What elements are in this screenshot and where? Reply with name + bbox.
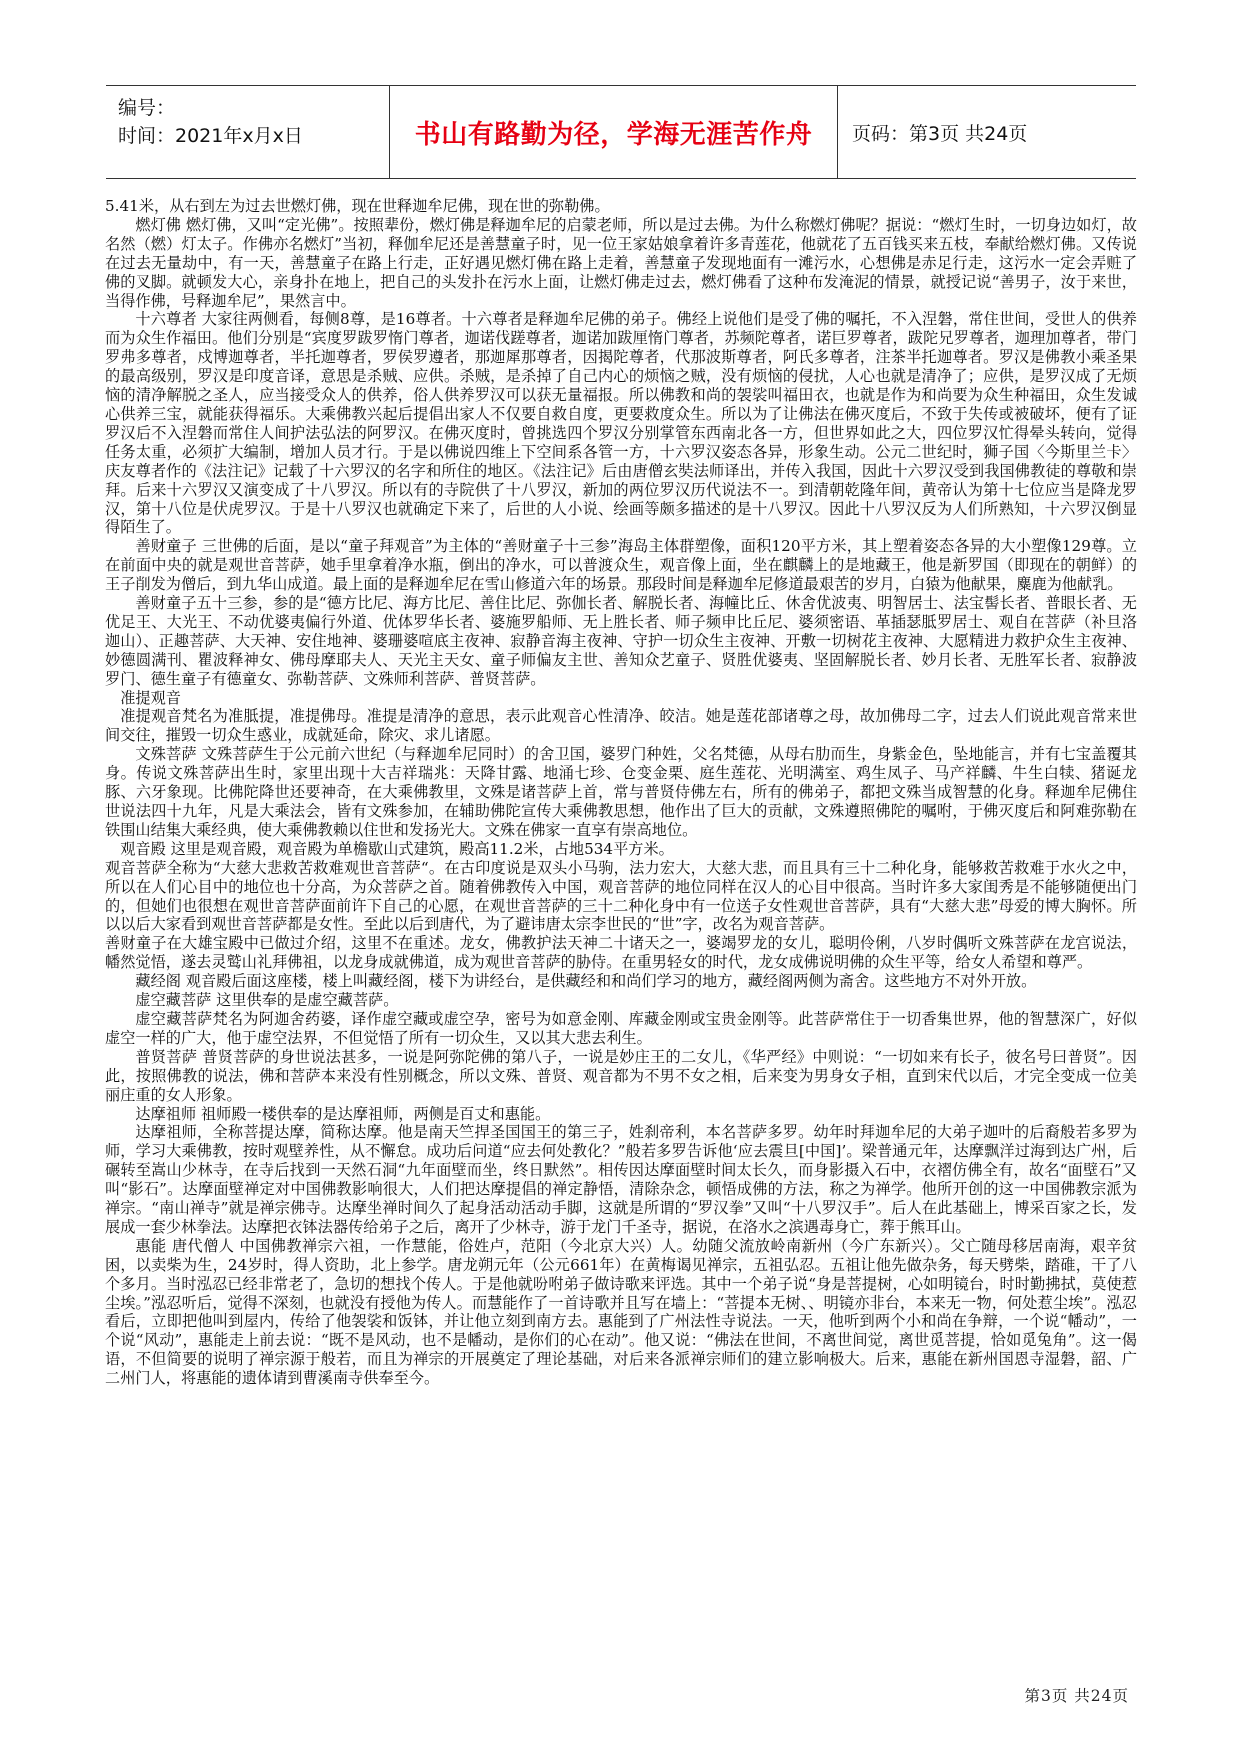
- paragraph: 藏经阁 观音殿后面这座楼，楼上叫藏经阁，楼下为讲经台，是供藏经和和尚们学习的地方，藏经阁两侧为斋舍。这些地方不对外开放。: [135, 972, 1037, 991]
- paragraph: 虚空藏菩萨梵名为阿迦舍药婆，译作虚空藏或虚空孕，密号为如意金刚、库藏金刚或宝贵金刚等。此菩萨常住于一切香集世界，他的智慧深广，好似虚空一样的广大，他于虚空法界，不但觉悟了所有一切众生，又以其大悲去利生。: [105, 1009, 1137, 1047]
- page-footer: 第3页 共24页: [1024, 1687, 1129, 1705]
- paragraph: 准提观音梵名为准胝提，准提佛母。准提是清净的意思，表示此观音心性清净、皎洁。她是莲花部诸尊之母，故加佛母二字，过去人们说此观音常来世间交往，摧毁一切众生惑业，成就延命，除灾、求儿诸愿。: [105, 707, 1137, 745]
- paragraph: 达摩祖师 祖师殿一楼供奉的是达摩祖师，两侧是百丈和惠能。: [135, 1104, 551, 1123]
- header-motto: 书山有路勤为径，学海无涯苦作舟: [390, 86, 838, 178]
- paragraph: 善财童子在大雄宝殿中已做过介绍，这里不在重述。龙女，佛教护法天神二十诸天之一，婆竭罗龙的女儿，聪明伶俐，八岁时偶听文殊菩萨在龙宫说法，幡然觉悟，遂去灵鹫山礼拜佛祖，以龙身成就佛道，成为观世音菩萨的胁侍。在重男轻女的时代，龙女成佛说明佛的众生平等，给女人希望和尊严。: [105, 934, 1137, 972]
- document-time: 时间：2021年x月x日: [118, 125, 303, 147]
- paragraph: 虚空藏菩萨 这里供奉的是虚空藏菩萨。: [135, 991, 399, 1010]
- document-body: [105, 197, 1137, 1629]
- paragraph: 普贤菩萨 普贤菩萨的身世说法甚多，一说是阿弥陀佛的第八子，一说是妙庄王的二女儿，《华严经》中则说：“一切如来有长子，彼名号曰普贤”。因此，按照佛教的说法，佛和菩萨本来没有性别概念，所以文殊、普贤、观音都为不男不女之相，后来变为男身女子相，直到宋代以后，才完全变成一位美丽庄重的女人形象。: [105, 1047, 1137, 1104]
- section-heading: 准提观音: [120, 688, 181, 707]
- paragraph: 十六尊者 大家往两侧看，每侧8尊，是16尊者。十六尊者是释迦牟尼佛的弟子。佛经上说他们是受了佛的嘱托，不入涅磐，常住世间，受世人的供养而为众生作福田。他们分别是“宾度罗跋罗惰门尊者，迦诺伐蹉尊者，迦诺加跋厘惰门尊者，苏频陀尊者，诺巨罗尊者，跋陀兄罗尊者，迦理加尊者，带门罗弗多尊者，戍博迦尊者，半托迦尊者，罗侯罗遵者，那迦犀那尊者，因揭陀尊者，代那波斯尊者，阿氏多尊者，注茶半托迦尊者。罗汉是佛教小乘圣果的最高级别，罗汉是印度音译，意思是杀贼、应供。杀贼，是杀掉了自己内心的烦恼之贼，没有烦恼的侵扰，人心也就是清净了；应供，是罗汉成了无烦恼的清净解脱之圣人，应当接受众人的供养，俗人供养罗汉可以获无量福报。所以佛教和尚的袈裟叫福田衣，也就是作为和尚要为众生种福田，众生发诚心供养三宝，就能获得福乐。大乘佛教兴起后提倡出家人不仅要自救自度，更要救度众生。所以为了让佛法在佛灭度后，不致于失传或被破坏，便有了证罗汉后不入涅磐而常住人间护法弘法的阿罗汉。在佛灭度时，曾挑选四个罗汉分别掌管东西南北各一方，但世界如此之大，四位罗汉忙得晕头转向，觉得任务太重，必须扩大编制，增加人员才行。于是以佛说四维上下空间系各管一方，十六罗汉姿态各异，形象生动。公元二世纪时，狮子国〈今斯里兰卡〉庆友尊者作的《法注记》记载了十六罗汉的名字和所住的地区。《法注记》后由唐僧玄奘法师译出，并传入我国，因此十六罗汉受到我国佛教徒的尊敬和崇拜。后来十六罗汉又演变成了十八罗汉。所以有的寺院供了十八罗汉，新加的两位罗汉历代说法不一。到清朝乾隆年间，黄帝认为第十七位应当是降龙罗汉，第十八位是伏虎罗汉。于是十八罗汉也就确定下来了，后世的人小说、绘画等颇多描述的是十八罗汉。因此十八罗汉反为人们所熟知，十六罗汉倒显得陌生了。: [105, 310, 1137, 537]
- paragraph: 燃灯佛 燃灯佛，又叫“定光佛”。按照辈份，燃灯佛是释迦牟尼的启蒙老师，所以是过去佛。为什么称燃灯佛呢？据说：“燃灯生时，一切身边如灯，故名然（燃）灯太子。作佛亦名燃灯”当初，释伽牟尼还是善慧童子时，见一位王家姑娘拿着许多青莲花，他就花了五百钱买来五枝，奉献给燃灯佛。又传说在过去无量劫中，有一天，善慧童子在路上行走，正好遇见燃灯佛在路上走着，善慧童子发现地面有一滩污水，心想佛是赤足行走，这污水一定会弄赃了佛的叉脚。就顿发大心，亲身扑在地上，把自己的头发扑在污水上面，让燃灯佛走过去，燃灯佛看了这种布发淹泥的情景，就授记说“善男子，汝于来世，当得作佛，号释迦牟尼”，果然言中。: [105, 215, 1137, 310]
- document-number-label: 编号：: [118, 97, 176, 119]
- header-meta: [106, 86, 390, 178]
- paragraph: 善财童子五十三参，参的是“德方比尼、海方比尼、善住比尼、弥伽长者、解脱长者、海幢比丘、休舍优波夷、明智居士、法宝髻长者、普眼长者、无优足王、大光王、不动优婆夷偏行外道、优体罗华长者、婆施罗船师、无上胜长者、师子频申比丘尼、婆须密语、革插瑟胝罗居士、观自在菩萨（补旦洛迦山）、正趣菩萨、大天神、安住地神、婆珊婆喧底主夜神、寂静音海主夜神、守护一切众生主夜神、开敷一切树花主夜神、大愿精进力救护众生主夜神、妙德圆满刊、瞿波释神女、佛母摩耶夫人、天光主天女、童子师偏友主世、善知众艺童子、贤胜优婆夷、坚固解脱长者、妙月长者、无胜军长者、寂静波罗门、德生童子有德童女、弥勒菩萨、文殊师利菩萨、普贤菩萨。: [105, 594, 1137, 688]
- paragraph: 观音菩萨全称为“大慈大悲救苦救难观世音菩萨“。在古印度说是双头小马驹，法力宏大，大慈大悲，而且具有三十二种化身，能够救苦救难于水火之中，所以在人们心目中的地位也十分高，为众菩萨之首。随着佛教传入中国，观音菩萨的地位同样在汉人的心目中很高。当时许多大家闺秀是不能够随便出门的，但她们也很想在观世音菩萨面前许下自己的心愿，在观世音菩萨的三十二种化身中有一位送子女性观世音菩萨，具有“大慈大悲”母爱的博大胸怀。所以以后大家看到观世音菩萨都是女性。至此以后到唐代，为了避讳唐太宗李世民的“世”字，改名为观音菩萨。: [105, 858, 1137, 934]
- page-header: [106, 85, 1136, 179]
- paragraph: 文殊菩萨 文殊菩萨生于公元前六世纪（与释迦牟尼同时）的舍卫国，婆罗门种姓，父名梵德，从母右肋而生，身紫金色，坠地能言，并有七宝盖覆其身。传说文殊菩萨出生时，家里出现十大吉祥瑞兆：天降甘露、地涌七珍、仓变金栗、庭生莲花、光明满室、鸡生凤子、马产祥麟、牛生白犊、猪诞龙豚、六牙象现。比佛陀降世还要神奇，在大乘佛教里，文殊是诸菩萨上首，常与普贤侍佛左右，所有的佛弟子，都把文殊当成智慧的化身。释迦牟尼佛住世说法四十九年，凡是大乘法会，皆有文殊参加，在辅助佛陀宣传大乘佛教思想，他作出了巨大的贡献，文殊遵照佛陀的嘱咐，于佛灭度后和阿难弥勒在铁围山结集大乘经典，使大乘佛教赖以住世和发扬光大。文殊在佛家一直享有崇高地位。: [105, 745, 1137, 839]
- header-page-info: 页码：第3页 共24页: [852, 122, 1028, 145]
- paragraph: 达摩祖师，全称菩提达摩，简称达摩。他是南天竺捍圣国国王的第三子，姓刹帝利，本名菩萨多罗。幼年时拜迦牟尼的大弟子迦叶的后裔般若多罗为师，学习大乘佛教，按时观壁养性，从不懈怠。成功后问道“应去何处教化？”般若多罗告诉他‘应去震旦[中国]’。梁普通元年，达摩飘洋过海到达广州，后碾转至嵩山少林寺，在寺后找到一天然石洞“九年面壁而坐，终日默然”。相传因达摩面壁时间太长久，而身影摄入石中，衣褶仿佛全有，故名“面壁石”又叫“影石”。达摩面壁禅定对中国佛教影响很大，人们把达摩提倡的禅定静悟，清除杂念，顿悟成佛的方法，称之为禅学。他所开创的这一中国佛教宗派为禅宗。“南山禅寺”就是禅宗佛寺。达摩坐禅时间久了起身活动活动手脚，这就是所谓的“罗汉拳”又叫“十八罗汉手”。后人在此基础上，博采百家之长，发展成一套少林拳法。达摩把衣钵法器传给弟子之后，离开了少林寺，游于龙门千圣寺，据说，在洛水之滨遇毒身亡，葬于熊耳山。: [105, 1123, 1137, 1236]
- paragraph: 观音殿 这里是观音殿，观音殿为单檐歇山式建筑，殿高11.2米，占地534平方米。: [120, 839, 674, 858]
- paragraph: 5.41米，从右到左为过去世燃灯佛，现在世释迦牟尼佛，现在世的弥勒佛。: [105, 197, 610, 215]
- paragraph: 惠能 唐代僧人 中国佛教禅宗六祖，一作慧能，俗姓卢，范阳（今北京大兴）人。幼随父流放岭南新州（今广东新兴）。父亡随母移居南海，艰辛贫困，以卖柴为生，24岁时，得人资助，北上参学。唐龙朔元年（公元661年）在黄梅谒见禅宗，五祖弘忍。五祖让他先做杂务，每天劈柴，踏碓，干了八个多月。当时泓忍已经非常老了，急切的想找个传人。于是他就吩咐弟子做诗歌来评选。其中一个弟子说“身是菩提树，心如明镜台，时时勤拂拭，莫使惹尘埃。”泓忍听后，觉得不深刻，也就没有授他为传人。而慧能作了一首诗歌并且写在墙上：“菩提本无树、、明镜亦非台，本来无一物，何处惹尘埃”。泓忍看后，立即把他叫到屋内，传给了他袈裟和饭钵，并让他立刻到南方去。惠能到了广州法性寺说法。一天，他听到两个小和尚在争辩，一个说“幡动”，一个说“风动”，惠能走上前去说：“既不是风动，也不是幡动，是你们的心在动”。他又说：“佛法在世间，不离世间觉，离世觅菩提，恰如觅兔角”。这一偈语，不但简要的说明了禅宗源于般若，而且为禅宗的开展奠定了理论基础，对后来各派禅宗师们的建立影响极大。后来，惠能在新州国恩寺湿磐，韶、广二州门人，将惠能的遗体请到曹溪南寺供奉至今。: [105, 1236, 1137, 1388]
- paragraph: 善财童子 三世佛的后面，是以“童子拜观音”为主体的“善财童子十三参”海岛主体群塑像，面积120平方米，其上塑着姿态各异的大小塑像129尊。立在前面中央的就是观世音菩萨，她手里拿着净水瓶，倒出的净水，可以普渡众生，观音像上面，坐在麒麟上的是地藏王，他是新罗国（即现在的朝鲜）的王子削发为僧后，到九华山成道。最上面的是释迦牟尼在雪山修道六年的场景。那段时间是释迦牟尼修道最艰苦的岁月，白猿为他献果，麋鹿为他献乳。: [105, 537, 1137, 594]
